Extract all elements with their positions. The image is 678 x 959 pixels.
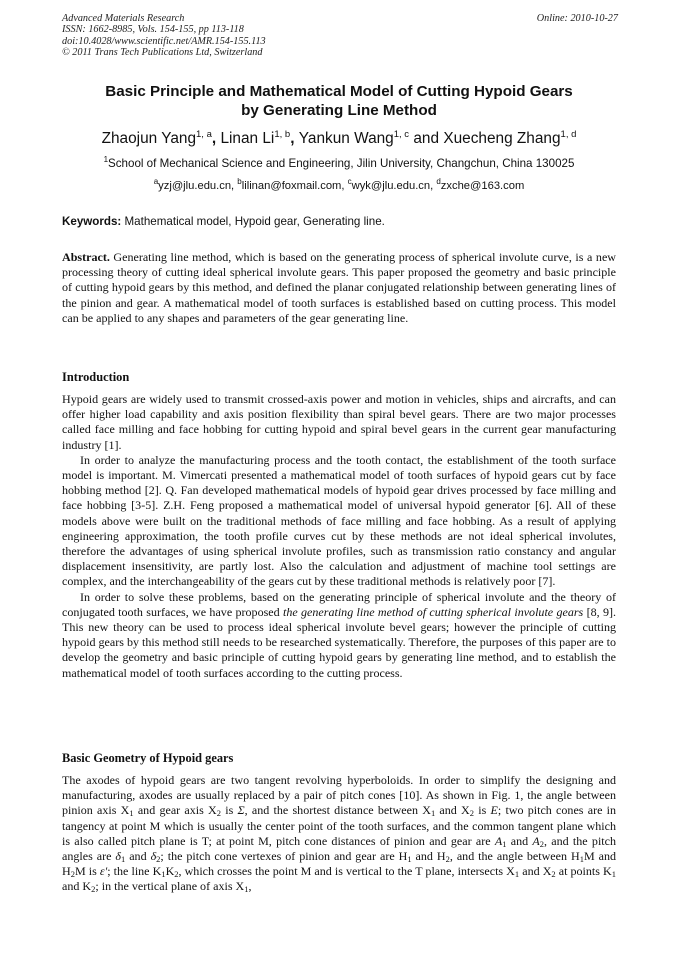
- abstract: [62, 250, 616, 326]
- paragraph-text: [8, 9]. This new theory can be used to process ideal spherical involute bevel gears; however the principle of cutting hypoid gears by this method still needs to be researched systematically. Therefore, the purposes of this paper are to develop the geometry and basic principle of cutting hypoid gears by generating line method, and to establish the mathematical model of tooth surfaces according to the cutting process.: [62, 604, 616, 680]
- email-list: [40, 179, 638, 193]
- email-mark: d: [436, 177, 441, 186]
- paragraph-text: In order to solve these problems, based on the generating principle of spherical involute and the theory of conjugated tooth surfaces, we have proposed: [62, 589, 616, 619]
- title-line-1: Basic Principle and Mathematical Model of Cutting Hypoid Gears: [105, 83, 573, 100]
- affiliation-mark: 1: [103, 155, 109, 164]
- paragraph: The axodes of hypoid gears are two tangent revolving hyperboloids. In order to simplify the designing and manufacturing, axodes are usually replaced by a pair of pitch cones [10]. As shown in Fig. 1, the angle between pinion axis $X_1$ and gear axis $X_2$ is Σ, and the shortest distance between $X_1$ and $X_2$ is E; two pitch cones are in tangency at point M which is usually the center point of the tooth surfaces, and the common tangent plane which is also called pitch plane is T; at point M, pitch cone distances of pinion and gear are $A_1$ and $A_2$, and the pitch angles are $\delta_1$ and $\delta_2$; the pitch cone vertexes of pinion and gear are $H_1$ and $H_2$, and the angle between $H_1M$ and $H_2M$ is ε′; the line $K_1K_2$, which crosses the point M and is vertical to the T plane, intersects $X_1$ and $X_2$ at points $K_1$ and $K_2$; in the vertical plane of axis $X_1$,: [62, 773, 617, 895]
- keywords-label: Keywords:: [62, 215, 122, 228]
- author-name: Xuecheng Zhang: [443, 130, 561, 147]
- author-name: Yankun Wang: [298, 130, 394, 147]
- author-conjunction: and: [413, 130, 440, 147]
- email-link[interactable]: lilinan@foxmail.com,: [241, 180, 345, 192]
- section-heading-introduction: Introduction: [62, 370, 130, 384]
- author-affil-mark: 1, c: [393, 129, 410, 140]
- author-affil-mark: 1, b: [274, 129, 291, 140]
- email-mark: b: [237, 177, 242, 186]
- author-name: Linan Li: [220, 130, 275, 147]
- author-affil-mark: 1, d: [560, 129, 577, 140]
- paper-title: [40, 82, 638, 120]
- email-mark: c: [347, 177, 352, 186]
- paragraph: Hypoid gears are widely used to transmit crossed-axis power and motion in vehicles, ships and aircrafts, and can offer higher load capability and axis position flexibility than spiral bevel gears. There are two major processes called face milling and face hobbing for cutting hypoid and spiral bevel gears in the current gear manufacturing industry [1].: [62, 392, 616, 452]
- introduction-body: [62, 392, 616, 681]
- author-name: Zhaojun Yang: [101, 130, 197, 147]
- basic-geometry-body: [62, 773, 616, 895]
- author-affil-mark: 1, a: [196, 129, 212, 140]
- issn-line: ISSN: 1662-8985, Vols. 154-155, pp 113-118: [62, 24, 244, 36]
- email-link[interactable]: wyk@jlu.edu.cn,: [351, 180, 434, 192]
- section-heading-basic-geometry: Basic Geometry of Hypoid gears: [62, 751, 234, 765]
- author-list: Zhaojun Yang$^{1, a}$, Linan Li$^{1, b}$, Yankun Wang$^{1, c}$ and Xuecheng Zhang$^{1, d}$: [101, 129, 577, 147]
- paragraph: In order to analyze the manufacturing process and the tooth contact, the establishment of the tooth surface model is important. M. Vimercati presented a mathematical model of tooth surfaces of hypoid gears cut by face hobbing method [2]. Q. Fan developed mathematical models of hypoid gear drives processed by face milling and face hobbing [3-5]. Z.H. Feng proposed a mathematical model of universal hypoid generator [6]. All of these models above were built on the traditional methods of face milling and face hobbing. As a result of applying engineering approximation, the tooth profile curves cut by these methods are not ideal spherical involutes, therefore the advantages of using spherical involute profiles, such as transmission ratio constancy and angular displacement insensitivity, are partly lost. Also the calculation and adjustment of machine tool settings are complex, and the interchangeability of the gears cut by these traditional methods is relatively poor [7].: [62, 452, 616, 589]
- journal-header: [62, 13, 618, 59]
- online-date: Online: 2010-10-27: [536, 13, 618, 24]
- keywords: [62, 215, 618, 229]
- emphasis-text: the generating line method of cutting spherical involute gears: [282, 604, 584, 619]
- affiliation-text: School of Mechanical Science and Engineering, Jilin University, Changchun, China 130025: [108, 157, 575, 170]
- email-link[interactable]: zxche@163.com: [440, 180, 525, 192]
- abstract-text: Generating line method, which is based on the generating process of spherical involute curve, is a new processing theory of cutting ideal spherical involute gears. This paper proposed the geometry and basic principle of cutting hypoid gears by this method, and defined the planar conjugated relationship between generating lines of the pinion and gear. A mathematical model of tooth surfaces is established based on cutting process. This model can be applied to any shapes and parameters of the gear generating line.: [62, 250, 616, 325]
- abstract-label: Abstract.: [62, 250, 110, 264]
- doi-line: doi:10.4028/www.scientific.net/AMR.154-155.113: [62, 35, 266, 47]
- title-line-2: by Generating Line Method: [241, 102, 437, 119]
- keywords-text: Mathematical model, Hypoid gear, Generating line.: [124, 215, 385, 228]
- paragraph: [62, 590, 616, 681]
- journal-name: Advanced Materials Research: [62, 13, 185, 24]
- affiliation: [40, 157, 638, 171]
- email-link[interactable]: yzj@jlu.edu.cn,: [158, 180, 235, 192]
- email-mark: a: [153, 177, 159, 186]
- copyright-line: © 2011 Trans Tech Publications Ltd, Switzerland: [62, 47, 263, 59]
